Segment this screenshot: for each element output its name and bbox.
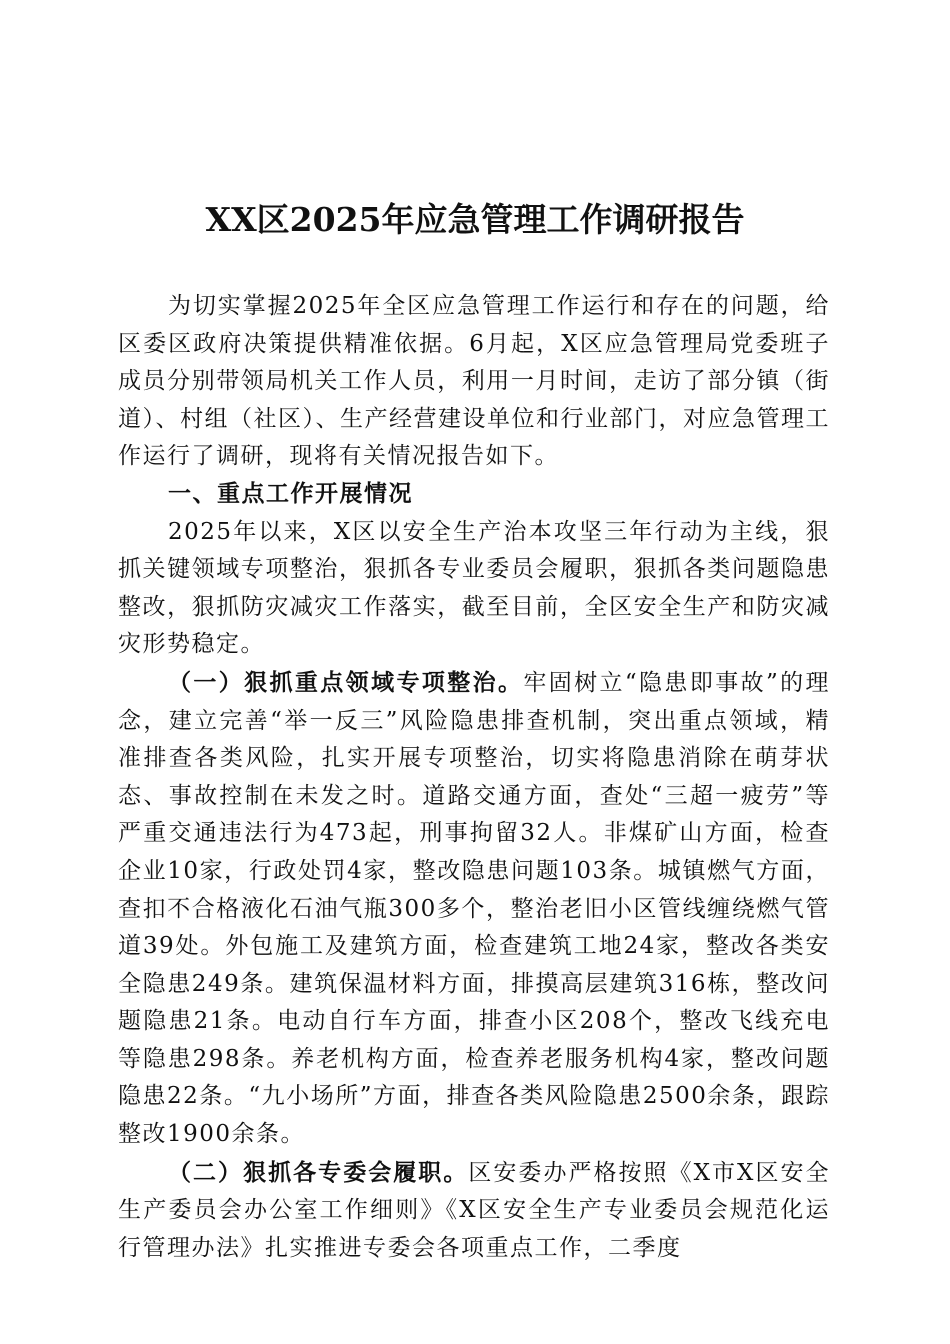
document-title: XX区2025年应急管理工作调研报告 xyxy=(205,200,745,239)
item1-paragraph xyxy=(118,664,830,1154)
section-heading: 一、重点工作开展情况 xyxy=(168,480,413,507)
item2-paragraph xyxy=(118,1154,830,1268)
item1-heading: （一）狠抓重点领域专项整治。 xyxy=(168,668,524,696)
intro-paragraph: 为切实掌握2025年全区应急管理工作运行和存在的问题，给区委区政府决策提供精准依据。6月起，X区应急管理局党委班子成员分别带领局机关工作人员，利用一月时间，走访了部分镇（街道）、村组（社区）、生产经营建设单位和行业部门，对应急管理工作运行了调研，现将有关情况报告如下。 xyxy=(118,293,830,470)
item2-body: 区安委办严格按照《X市X区安全生产委员会办公室工作细则》《X区安全生产专业委员会规范化运行管理办法》扎实推进专委会各项重点工作，二季度 xyxy=(118,1159,831,1261)
item2-heading: （二）狠抓各专委会履职。 xyxy=(168,1158,469,1186)
document-body xyxy=(118,288,830,1267)
section-paragraph: 2025年以来，X区以安全生产治本攻坚三年行动为主线，狠抓关键领域专项整治，狠抓各专业委员会履职，狠抓各类问题隐患整改，狠抓防灾减灾工作落实，截至目前，全区安全生产和防灾减灾形势稳定。 xyxy=(118,518,830,658)
item1-body: 牢固树立“隐患即事故”的理念，建立完善“举一反三”风险隐患排查机制，突出重点领域，精准排查各类风险，扎实开展专项整治，切实将隐患消除在萌芽状态、事故控制在未发之时。道路交通方面，查处“三超一疲劳”等严重交通违法行为473起，刑事拘留32人。非煤矿山方面，检查企业10家，行政处罚4家，整改隐患问题103条。城镇燃气方面，查扣不合格液化石油气瓶300多个，整治老旧小区管线缠绕燃气管道39处。外包施工及建筑方面，检查建筑工地24家，整改各类安全隐患249条。建筑保温材料方面，排摸高层建筑316栋，整改问题隐患21条。电动自行车方面，排查小区208个，整改飞线充电等隐患298条。养老机构方面，检查养老服务机构4家，整改问题隐患22条。“九小场所”方面，排查各类风险隐患2500余条，跟踪整改1900余条。 xyxy=(118,669,830,1148)
